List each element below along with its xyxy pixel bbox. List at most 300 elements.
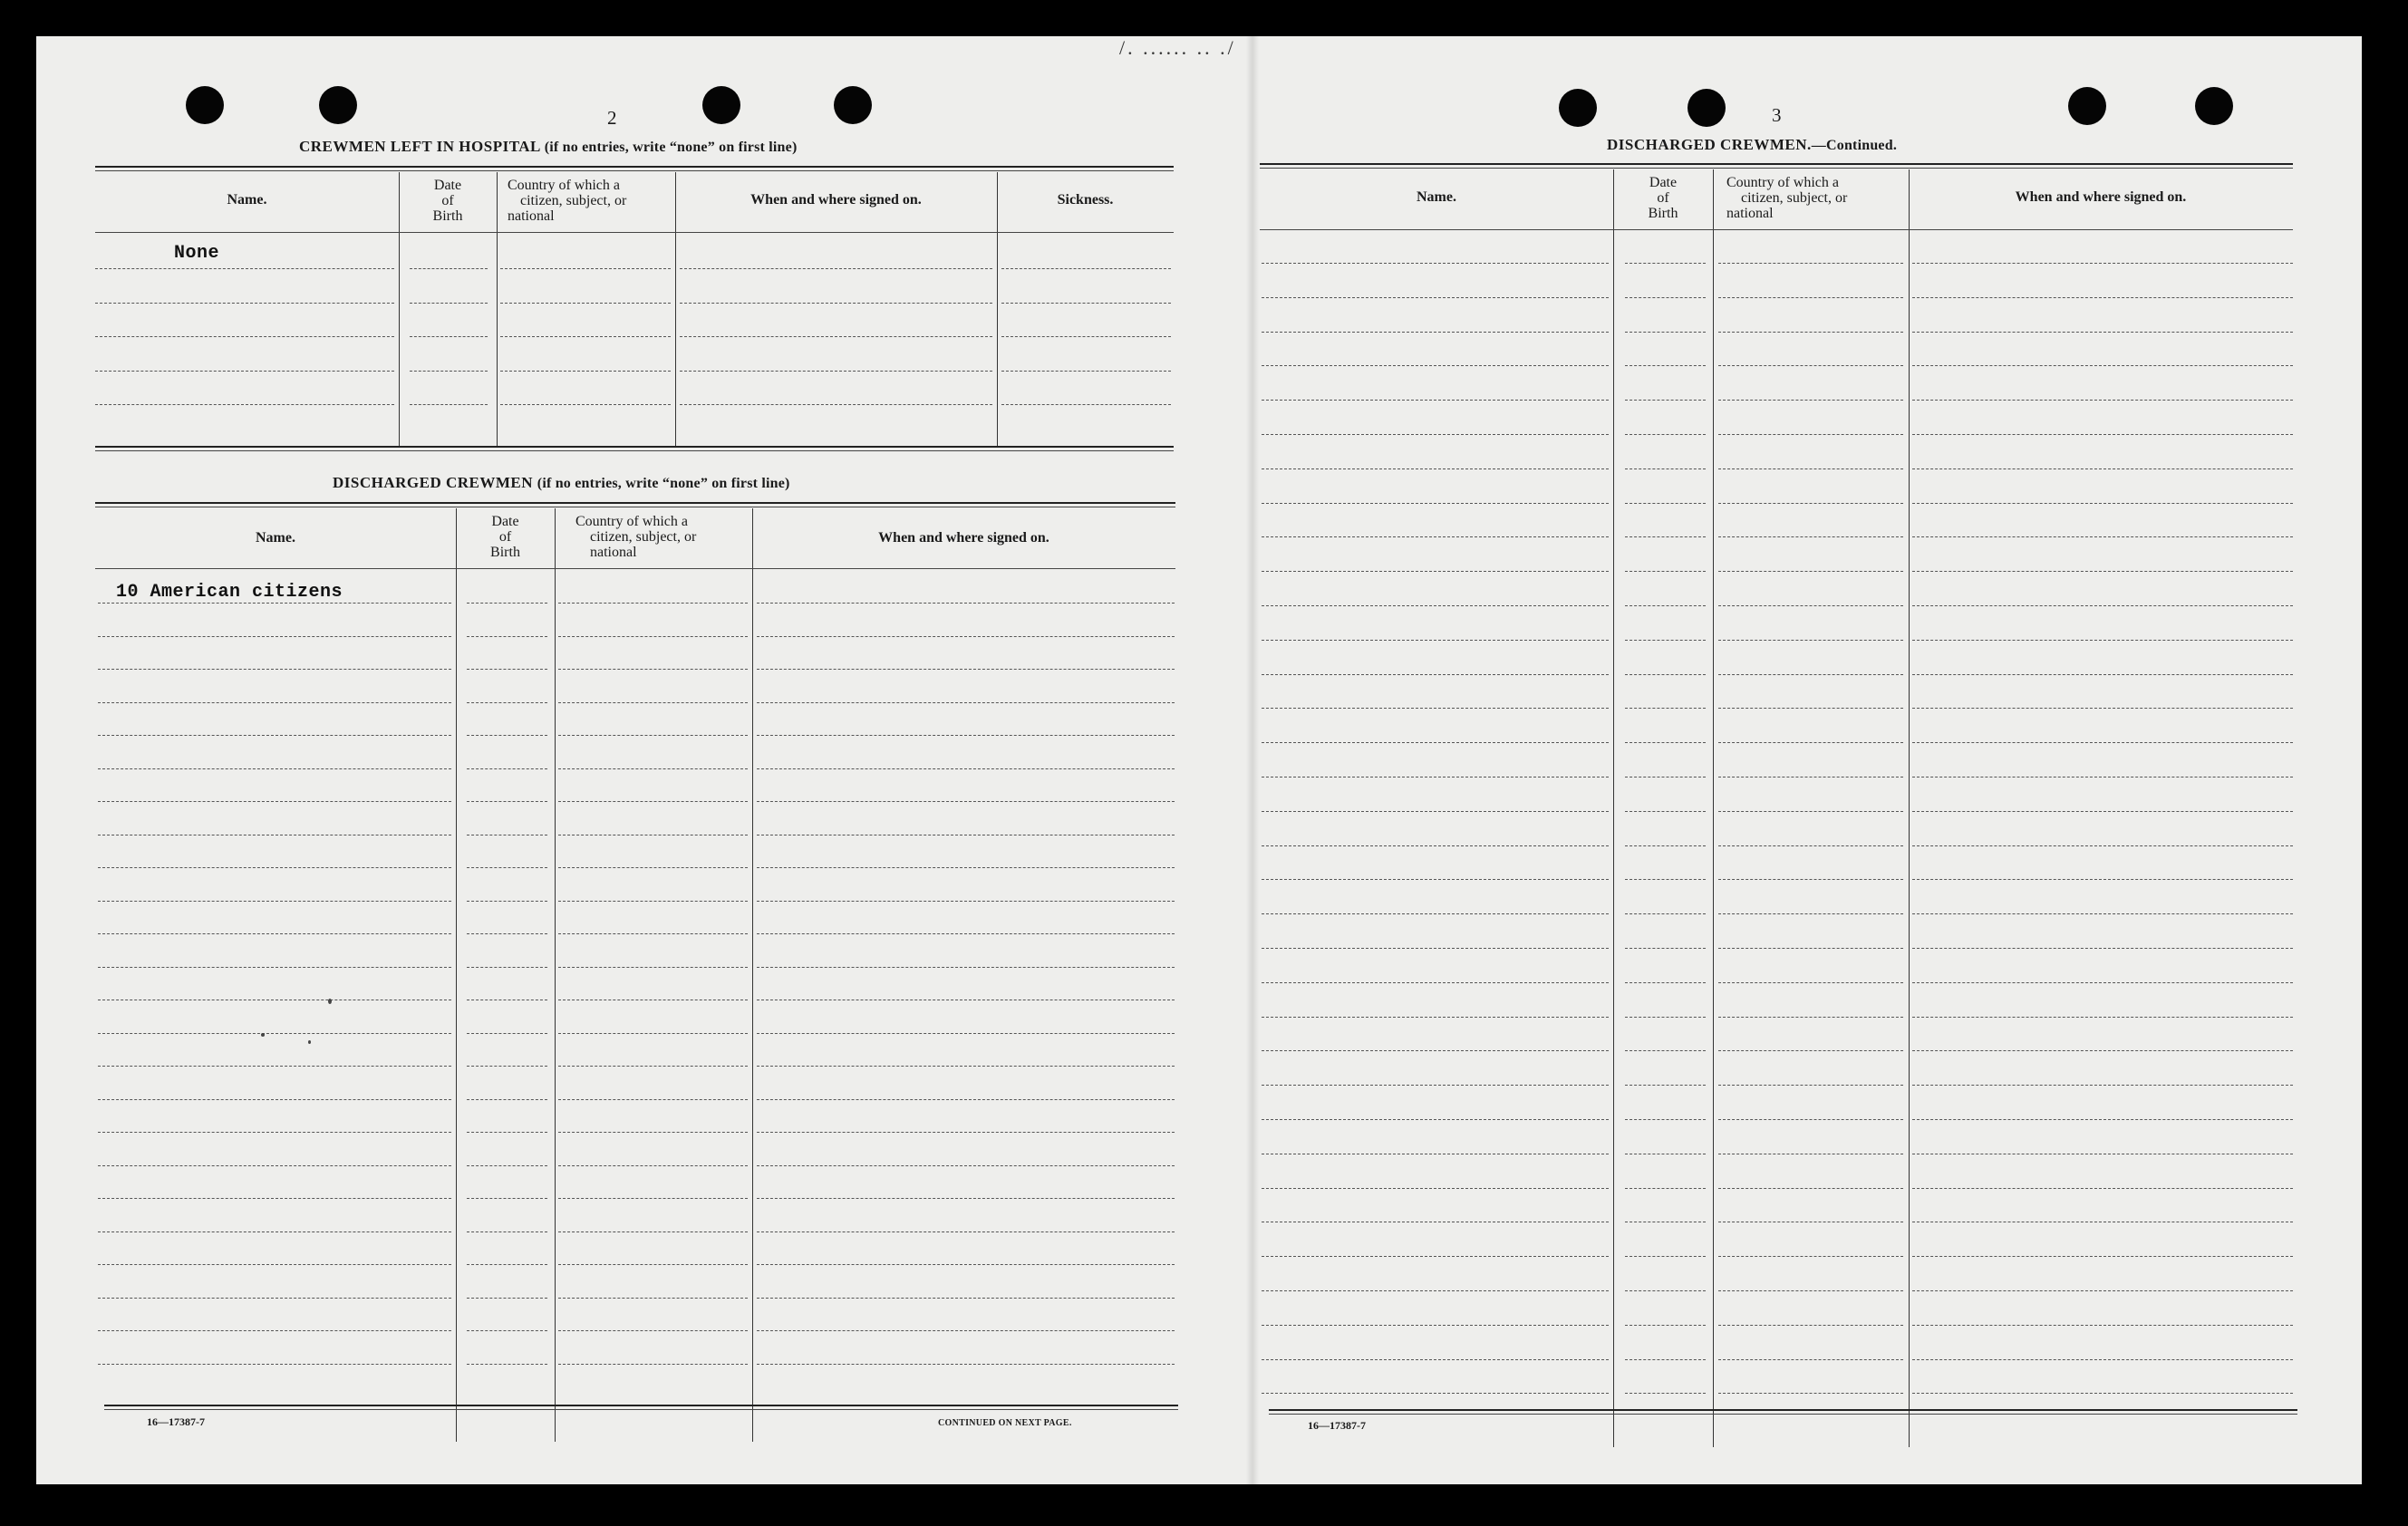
hospital-col-country-line1: Country of which a (508, 178, 620, 193)
ruled-line (500, 336, 671, 337)
hospital-col-dob-line3: Birth (432, 208, 463, 224)
discharged-col-divider (456, 508, 457, 1442)
ruled-line (1262, 571, 1609, 572)
ruled-line (1625, 536, 1706, 537)
ruled-line (1262, 332, 1609, 333)
ruled-line (1625, 1393, 1706, 1394)
ruled-line (757, 1066, 1175, 1067)
ruled-line (1625, 845, 1706, 846)
ruled-line (757, 702, 1175, 703)
right-col-signed: When and where signed on. (2015, 189, 2187, 205)
discharged-section-title (333, 474, 790, 492)
ruled-line (98, 1165, 451, 1166)
ruled-line (1718, 332, 1903, 333)
ruled-line (558, 768, 748, 769)
ruled-line (1262, 982, 1609, 983)
ruled-line (1912, 948, 2293, 949)
document-sheet (36, 36, 2362, 1484)
hospital-bottom-rule-2 (95, 450, 1174, 451)
ruled-line (98, 636, 451, 637)
center-fold (1246, 36, 1259, 1484)
ruled-line (1625, 1017, 1706, 1018)
ruled-line (1262, 400, 1609, 401)
ruled-line (1262, 365, 1609, 366)
ruled-line (1625, 605, 1706, 606)
ruled-line (1718, 1017, 1903, 1018)
hospital-col-divider (497, 172, 498, 446)
ruled-line (1912, 1188, 2293, 1189)
ruled-line (1625, 571, 1706, 572)
ruled-line (1625, 674, 1706, 675)
ruled-line (757, 1364, 1175, 1365)
ruled-line (680, 268, 992, 269)
ruled-line (1912, 571, 2293, 572)
ruled-line (467, 967, 547, 968)
ruled-line (558, 1198, 748, 1199)
discharged-first-entry: 10 American citizens (116, 582, 343, 603)
ruled-line (1625, 1119, 1706, 1120)
ruled-line (1718, 845, 1903, 846)
ruled-line (1625, 913, 1706, 914)
ruled-line (1262, 1050, 1609, 1051)
ruled-line (558, 1099, 748, 1100)
ruled-line (1912, 332, 2293, 333)
discharged-col-country (562, 514, 761, 560)
ruled-line (1262, 845, 1609, 846)
ruled-line (1912, 742, 2293, 743)
ruled-line (98, 1132, 451, 1133)
punch-hole (2195, 87, 2233, 125)
ruled-line (467, 1330, 547, 1331)
ruled-line (1718, 263, 1903, 264)
ruled-line (1912, 982, 2293, 983)
ruled-line (467, 801, 547, 802)
discharged-col-dob-line3: Birth (490, 545, 520, 560)
ruled-line (98, 1330, 451, 1331)
ruled-line (558, 1165, 748, 1166)
hospital-title-text: CREWMEN LEFT IN HOSPITAL (299, 138, 540, 155)
ruled-line (98, 603, 451, 604)
ruled-line (558, 933, 748, 934)
ruled-line (1001, 268, 1171, 269)
ruled-line (1625, 434, 1706, 435)
ruled-line (1912, 1325, 2293, 1326)
discharged-top-rule (95, 502, 1175, 504)
ruled-line (757, 1132, 1175, 1133)
ruled-line (1912, 1119, 2293, 1120)
ruled-line (1262, 879, 1609, 880)
ruled-line (558, 1330, 748, 1331)
ruled-line (757, 669, 1175, 670)
right-top-rule-2 (1260, 168, 2293, 169)
ruled-line (1912, 1050, 2293, 1051)
ruled-line (98, 1264, 451, 1265)
ruled-line (1718, 1188, 1903, 1189)
ruled-line (1625, 982, 1706, 983)
ruled-line (1262, 640, 1609, 641)
ruled-line (757, 1231, 1175, 1232)
ruled-line (467, 636, 547, 637)
ruled-line (98, 1231, 451, 1232)
ruled-line (558, 735, 748, 736)
ruled-line (1262, 434, 1609, 435)
hospital-col-dob (399, 178, 497, 224)
hospital-first-entry: None (174, 243, 220, 264)
right-col-country-line2: citizen, subject, or (1741, 190, 1848, 206)
ruled-line (1262, 1188, 1609, 1189)
ruled-line (467, 933, 547, 934)
hospital-top-rule-2 (95, 170, 1174, 171)
right-bottom-rule-2 (1269, 1414, 2297, 1415)
punch-hole (834, 86, 872, 124)
ruled-line (1718, 571, 1903, 572)
ruled-line (558, 801, 748, 802)
hospital-col-signed: When and where signed on. (750, 192, 922, 208)
ruled-line (1912, 297, 2293, 298)
ruled-line (1718, 708, 1903, 709)
ruled-line (1625, 400, 1706, 401)
hospital-header-rule (95, 232, 1174, 233)
hospital-col-divider (675, 172, 676, 446)
ruled-line (558, 669, 748, 670)
discharged-col-signed: When and where signed on. (878, 530, 1049, 546)
right-header-rule (1260, 229, 2293, 230)
ruled-line (1262, 1256, 1609, 1257)
punch-hole (702, 86, 740, 124)
ruled-line (467, 1231, 547, 1232)
ruled-line (410, 404, 488, 405)
right-col-dob-line2: of (1657, 190, 1669, 206)
discharged-title-note: (if no entries, write “none” on first line) (537, 476, 790, 491)
ruled-line (467, 1066, 547, 1067)
ruled-line (1718, 811, 1903, 812)
ruled-line (1718, 1119, 1903, 1120)
ruled-line (1262, 742, 1609, 743)
ruled-line (95, 336, 394, 337)
right-col-country-line3: national (1726, 206, 1774, 221)
discharged-col-dob (456, 514, 555, 560)
ruled-line (1912, 708, 2293, 709)
ruled-line (467, 669, 547, 670)
discharged-col-name: Name. (256, 530, 295, 546)
discharged-col-dob-line2: of (498, 529, 512, 545)
hospital-col-sickness: Sickness. (1057, 192, 1114, 208)
ruled-line (1262, 1085, 1609, 1086)
ruled-line (467, 1198, 547, 1199)
ruled-line (1718, 1393, 1903, 1394)
ruled-line (757, 1330, 1175, 1331)
ruled-line (1625, 948, 1706, 949)
discharged-col-divider (752, 508, 753, 1442)
ruled-line (1625, 1325, 1706, 1326)
ruled-line (1912, 674, 2293, 675)
form-number-left: 16—17387-7 (147, 1415, 205, 1428)
ruled-line (558, 1264, 748, 1265)
ruled-line (1912, 400, 2293, 401)
ruled-line (558, 1364, 748, 1365)
continued-note: CONTINUED ON NEXT PAGE. (938, 1418, 1072, 1428)
ruled-line (98, 1099, 451, 1100)
ruled-line (1625, 1256, 1706, 1257)
discharged-header-rule (95, 568, 1175, 569)
hospital-title-note: (if no entries, write “none” on first line) (544, 140, 798, 155)
ruled-line (1912, 913, 2293, 914)
punch-hole (2068, 87, 2106, 125)
ruled-line (1625, 1290, 1706, 1291)
ruled-line (410, 336, 488, 337)
ruled-line (1718, 674, 1903, 675)
hospital-col-country (503, 178, 675, 224)
ruled-line (1718, 468, 1903, 469)
page-number-right: 3 (1772, 104, 1782, 126)
ruled-line (467, 1165, 547, 1166)
ruled-line (1625, 365, 1706, 366)
ruled-line (467, 867, 547, 868)
ruled-line (757, 1033, 1175, 1034)
hospital-col-dob-line2: of (441, 193, 454, 208)
ruled-line (467, 1033, 547, 1034)
ruled-line (1262, 948, 1609, 949)
discharged-title-text: DISCHARGED CREWMEN (333, 474, 534, 491)
hospital-col-name: Name. (227, 192, 267, 208)
ruled-line (467, 1264, 547, 1265)
ruled-line (558, 702, 748, 703)
ruled-line (757, 1298, 1175, 1299)
ruled-line (1912, 811, 2293, 812)
ruled-line (757, 603, 1175, 604)
discharged-col-country-line3: national (590, 545, 637, 560)
hospital-col-divider (997, 172, 998, 446)
ruled-line (95, 268, 394, 269)
ruled-line (98, 967, 451, 968)
ruled-line (1718, 365, 1903, 366)
ruled-line (410, 268, 488, 269)
ruled-line (1912, 879, 2293, 880)
ruled-line (98, 867, 451, 868)
discharged-bottom-rule-2 (104, 1409, 1178, 1410)
ruled-line (1912, 434, 2293, 435)
ruled-line (757, 933, 1175, 934)
ruled-line (467, 1132, 547, 1133)
ruled-line (1262, 297, 1609, 298)
ruled-line (1718, 640, 1903, 641)
right-col-country (1722, 175, 1908, 221)
ruled-line (1001, 404, 1171, 405)
punch-hole (1688, 89, 1726, 127)
form-number-right: 16—17387-7 (1308, 1419, 1366, 1432)
ruled-line (1718, 400, 1903, 401)
ruled-line (1718, 536, 1903, 537)
ruled-line (1718, 742, 1903, 743)
ruled-line (98, 1198, 451, 1199)
ruled-line (1262, 468, 1609, 469)
ink-speck (261, 1033, 265, 1037)
ruled-line (1912, 1085, 2293, 1086)
ruled-line (1262, 263, 1609, 264)
ruled-line (1912, 1359, 2293, 1360)
discharged-continued-note: —Continued. (1811, 138, 1898, 153)
right-col-name: Name. (1417, 189, 1456, 205)
ruled-line (1625, 1085, 1706, 1086)
right-col-dob-line3: Birth (1648, 206, 1678, 221)
ruled-line (1262, 1393, 1609, 1394)
right-col-dob (1613, 175, 1713, 221)
ruled-line (98, 1033, 451, 1034)
ruled-line (1912, 468, 2293, 469)
ruled-line (1625, 1050, 1706, 1051)
hospital-section-title (299, 138, 797, 156)
ruled-line (1625, 640, 1706, 641)
right-bottom-rule (1269, 1409, 2297, 1411)
ruled-line (1718, 1050, 1903, 1051)
right-col-divider (1713, 169, 1714, 1447)
ruled-line (1625, 742, 1706, 743)
ruled-line (1912, 503, 2293, 504)
ruled-line (500, 303, 671, 304)
ruled-line (558, 1298, 748, 1299)
ruled-line (757, 867, 1175, 868)
ruled-line (410, 371, 488, 372)
ruled-line (1001, 371, 1171, 372)
ruled-line (558, 1132, 748, 1133)
ruled-line (558, 1066, 748, 1067)
ruled-line (467, 1364, 547, 1365)
hospital-col-country-line2: citizen, subject, or (520, 193, 627, 208)
ruled-line (1718, 879, 1903, 880)
ruled-line (1718, 1256, 1903, 1257)
ruled-line (1912, 1017, 2293, 1018)
right-top-rule (1260, 163, 2293, 165)
ruled-line (1262, 1325, 1609, 1326)
discharged-col-country-line1: Country of which a (575, 514, 688, 529)
ruled-line (98, 1364, 451, 1365)
ruled-line (1912, 605, 2293, 606)
ruled-line (757, 636, 1175, 637)
ruled-line (98, 901, 451, 902)
ruled-line (98, 1298, 451, 1299)
ruled-line (1625, 263, 1706, 264)
ruled-line (1262, 708, 1609, 709)
ruled-line (1625, 468, 1706, 469)
ruled-line (98, 702, 451, 703)
ruled-line (95, 404, 394, 405)
ruled-line (1001, 303, 1171, 304)
ruled-line (1718, 297, 1903, 298)
ruled-line (680, 303, 992, 304)
ruled-line (1912, 1393, 2293, 1394)
ruled-line (1912, 1256, 2293, 1257)
right-col-divider (1613, 169, 1614, 1447)
ruled-line (558, 867, 748, 868)
ruled-line (558, 1033, 748, 1034)
ruled-line (1262, 1290, 1609, 1291)
ruled-line (757, 901, 1175, 902)
ruled-line (467, 735, 547, 736)
ruled-line (757, 1264, 1175, 1265)
ruled-line (1718, 948, 1903, 949)
ruled-line (1718, 982, 1903, 983)
ruled-line (500, 371, 671, 372)
ruled-line (500, 268, 671, 269)
ruled-line (1262, 913, 1609, 914)
ruled-line (98, 669, 451, 670)
ruled-line (98, 768, 451, 769)
ruled-line (757, 1198, 1175, 1199)
ruled-line (757, 735, 1175, 736)
right-col-divider (1909, 169, 1910, 1447)
ruled-line (467, 768, 547, 769)
ruled-line (680, 404, 992, 405)
punch-hole (319, 86, 357, 124)
ruled-line (680, 336, 992, 337)
ruled-line (1625, 332, 1706, 333)
ruled-line (1625, 297, 1706, 298)
ruled-line (558, 1231, 748, 1232)
ruled-line (1262, 605, 1609, 606)
ruled-line (1262, 811, 1609, 812)
ruled-line (500, 404, 671, 405)
ruled-line (1262, 503, 1609, 504)
ruled-line (1625, 708, 1706, 709)
ruled-line (558, 967, 748, 968)
ruled-line (757, 1099, 1175, 1100)
top-scribble: /. ...... .. ./ (1119, 36, 1236, 59)
ink-speck (308, 1040, 311, 1044)
discharged-continued-title-text: DISCHARGED CREWMEN. (1607, 136, 1812, 153)
ink-speck (328, 999, 332, 1004)
ruled-line (1718, 1085, 1903, 1086)
ruled-line (1718, 1325, 1903, 1326)
hospital-bottom-rule (95, 446, 1174, 448)
ruled-line (1718, 434, 1903, 435)
discharged-col-dob-line1: Date (491, 514, 519, 529)
right-col-dob-line1: Date (1649, 175, 1678, 190)
ruled-line (98, 735, 451, 736)
ruled-line (1262, 1119, 1609, 1120)
hospital-top-rule (95, 166, 1174, 168)
ruled-line (1718, 605, 1903, 606)
ruled-line (1912, 640, 2293, 641)
ruled-line (1912, 845, 2293, 846)
ruled-line (467, 603, 547, 604)
ruled-line (1262, 1359, 1609, 1360)
page-number-left: 2 (607, 107, 617, 129)
punch-hole (186, 86, 224, 124)
ruled-line (1912, 365, 2293, 366)
ruled-line (1262, 1017, 1609, 1018)
punch-hole (1559, 89, 1597, 127)
ruled-line (95, 371, 394, 372)
ruled-line (1625, 811, 1706, 812)
ruled-line (1625, 503, 1706, 504)
discharged-continued-title (1607, 136, 1897, 154)
ruled-line (757, 1165, 1175, 1166)
ruled-line (1718, 1290, 1903, 1291)
ruled-line (558, 901, 748, 902)
discharged-col-country-line2: citizen, subject, or (590, 529, 697, 545)
ruled-line (1718, 1359, 1903, 1360)
ruled-line (1912, 1290, 2293, 1291)
ruled-line (467, 901, 547, 902)
ruled-line (98, 1066, 451, 1067)
ruled-line (467, 1099, 547, 1100)
ruled-line (410, 303, 488, 304)
discharged-col-divider (555, 508, 556, 1442)
ruled-line (757, 801, 1175, 802)
ruled-line (98, 801, 451, 802)
ruled-line (1625, 1359, 1706, 1360)
ruled-line (1625, 1188, 1706, 1189)
